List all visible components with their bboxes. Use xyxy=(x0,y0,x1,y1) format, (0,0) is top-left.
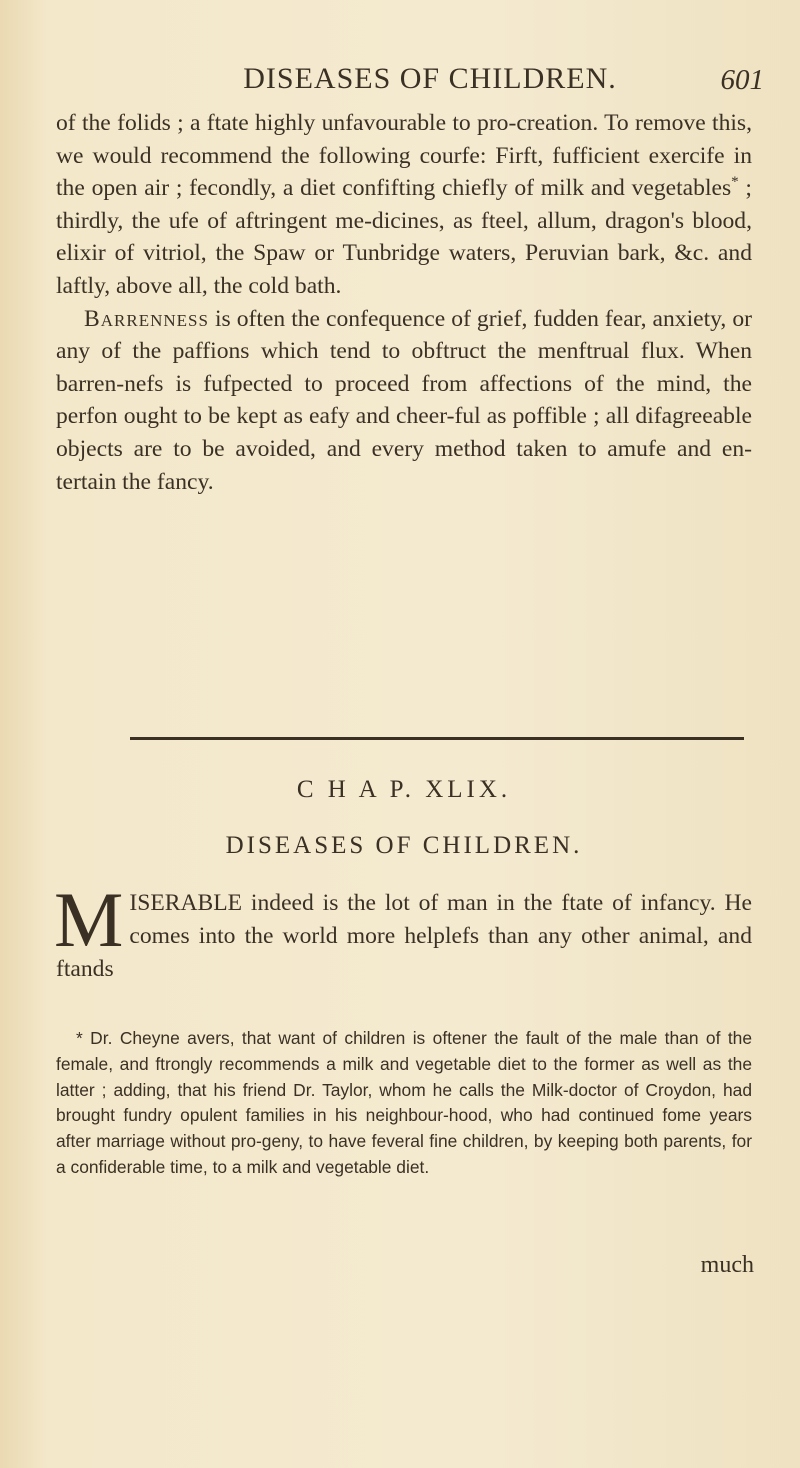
footnote-mark: * xyxy=(76,1028,83,1048)
running-head-title: DISEASES OF CHILDREN. xyxy=(243,62,617,95)
paragraph-text-continued: ; thirdly, the ufe of aftringent me-dicines, as fteel, allum, dragon's blood, elixir of vitriol, the Spaw or Tunbridge waters, Peruvian bark, &c. and laftly, above all, the cold bath. xyxy=(56,175,752,299)
paragraph-barrenness xyxy=(56,303,752,499)
opening-lead-word: ISERABLE xyxy=(129,890,243,916)
chapter-divider-rule xyxy=(130,737,744,740)
paragraph-text: is often the confequence of grief, fudden fear, anxiety, or any of the paffions which tend to obftruct the menftrual flux. When barren-nefs is fufpected to proceed from affections of the mind, the perfon ought to be kept as eafy and cheer-ful as poffible ; all difagreeable objects are to be avoided, and every method taken to amufe and en-tertain the fancy. xyxy=(56,305,752,495)
chapter-number: C H A P. XLIX. xyxy=(296,776,512,803)
chapter-opening-paragraph xyxy=(54,876,752,986)
paragraph-text: of the folids ; a ftate highly unfavourable to pro-creation. To remove this, we would recommend the following courfe: Firft, fufficient exercife in the open air ; fecondly, a diet confifting chiefly of milk and vegetables xyxy=(56,110,752,202)
paragraph-lead-word: Barrenness xyxy=(84,305,209,332)
footnote-body: Dr. Cheyne avers, that want of children is oftener the fault of the male than of the female, and ftrongly recommends a milk and vegetable diet to the former as well as the latter ; adding, that his friend Dr. Taylor, whom he calls the Milk-doctor of Croydon, had brought fundry opulent families in his neighbour-hood, who had continued fome years after marriage without pro-geny, to have feveral fine children, by keeping both parents, for a confiderable time, to a milk and vegetable diet. xyxy=(56,1028,752,1177)
drop-cap: M xyxy=(54,876,124,963)
opening-body: indeed is the lot of man in the ftate of infancy. He comes into the world more helplefs than any other animal, and ftands xyxy=(56,890,752,982)
footnote xyxy=(56,1026,752,1181)
page-number: 601 xyxy=(720,64,764,96)
footnote-reference: * xyxy=(731,174,739,191)
opening-text xyxy=(54,876,752,986)
catchword: much xyxy=(700,1252,754,1278)
body-text xyxy=(56,107,752,498)
running-head xyxy=(100,62,764,102)
paragraph-treatment xyxy=(56,107,752,303)
chapter-title: DISEASES OF CHILDREN. xyxy=(225,832,583,859)
footnote-text xyxy=(56,1026,752,1181)
